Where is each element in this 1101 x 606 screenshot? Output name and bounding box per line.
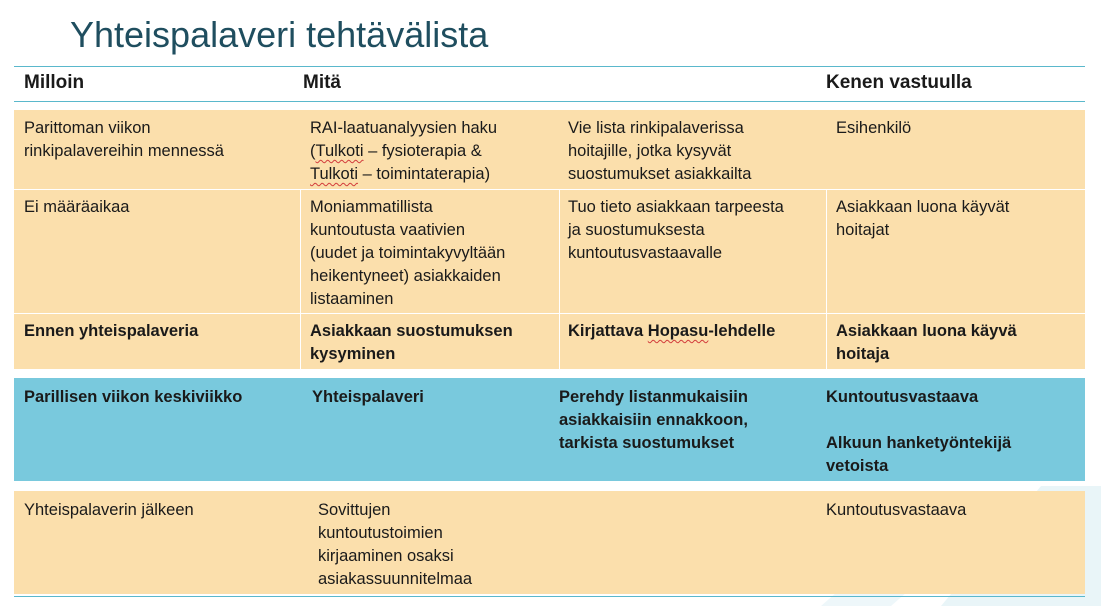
column-divider	[826, 189, 827, 369]
table-row-1-vastuu: Asiakkaan luona käyvät hoitajat	[836, 198, 1010, 239]
table-row-0-toimenpide: Vie lista rinkipalaverissa hoitajille, jotka kysyvät suostumukset asiakkailta	[568, 119, 752, 183]
table-row-3-milloin: Parillisen viikon keskiviikko	[24, 388, 243, 406]
table-row-0-milloin: Parittoman viikon rinkipalavereihin mennessä	[24, 119, 224, 160]
table-row-2-milloin: Ennen yhteispalaveria	[24, 322, 199, 340]
table-row-4-mita: Sovittujen kuntoutustoimien kirjaaminen osaksi asiakassuunnitelmaa	[318, 501, 473, 588]
table-row-0-vastuu: Esihenkilö	[836, 119, 912, 137]
header-mita: Mitä	[303, 72, 341, 93]
table-row-2-toimenpide: Kirjattava Hopasu-lehdelle	[568, 322, 776, 340]
table-row-4-vastuu: Kuntoutusvastaava	[826, 501, 967, 519]
page-title: Yhteispalaveri tehtävälista	[70, 14, 489, 55]
row-divider	[14, 189, 1085, 190]
table-row-3-mita: Yhteispalaveri	[312, 388, 424, 406]
table-row-1-mita: Moniammatillista kuntoutusta vaativien (uudet ja toimintakyvyltään heikentyneet) asiakkaiden listaaminen	[310, 198, 506, 308]
table-bottom-rule	[14, 596, 1085, 597]
header-bottom-rule	[14, 101, 1085, 102]
column-divider	[300, 189, 301, 369]
table-row-1-milloin: Ei määräaikaa	[24, 198, 130, 216]
table-row-2-vastuu: Asiakkaan luona käyvä hoitaja	[836, 322, 1017, 363]
table-row-2-mita: Asiakkaan suostumuksen kysyminen	[310, 322, 513, 363]
header-milloin: Milloin	[24, 72, 85, 93]
column-divider	[559, 189, 560, 369]
table-row-1-toimenpide: Tuo tieto asiakkaan tarpeesta ja suostumuksesta kuntoutusvastaavalle	[568, 198, 784, 262]
header-kenen-vastuulla: Kenen vastuulla	[826, 72, 972, 93]
table-row-0-mita: RAI-laatuanalyysien haku (Tulkoti – fysioterapia & Tulkoti – toimintaterapia)	[310, 119, 498, 183]
table-row-4-milloin: Yhteispalaverin jälkeen	[24, 501, 194, 519]
table-row-3-vastuu: Kuntoutusvastaava Alkuun hanketyöntekijä vetoista	[826, 388, 1012, 475]
header-top-rule	[14, 66, 1085, 67]
table-row-3-toimenpide: Perehdy listanmukaisiin asiakkaisiin ennakkoon, tarkista suostumukset	[559, 388, 748, 452]
row-divider	[14, 313, 1085, 314]
